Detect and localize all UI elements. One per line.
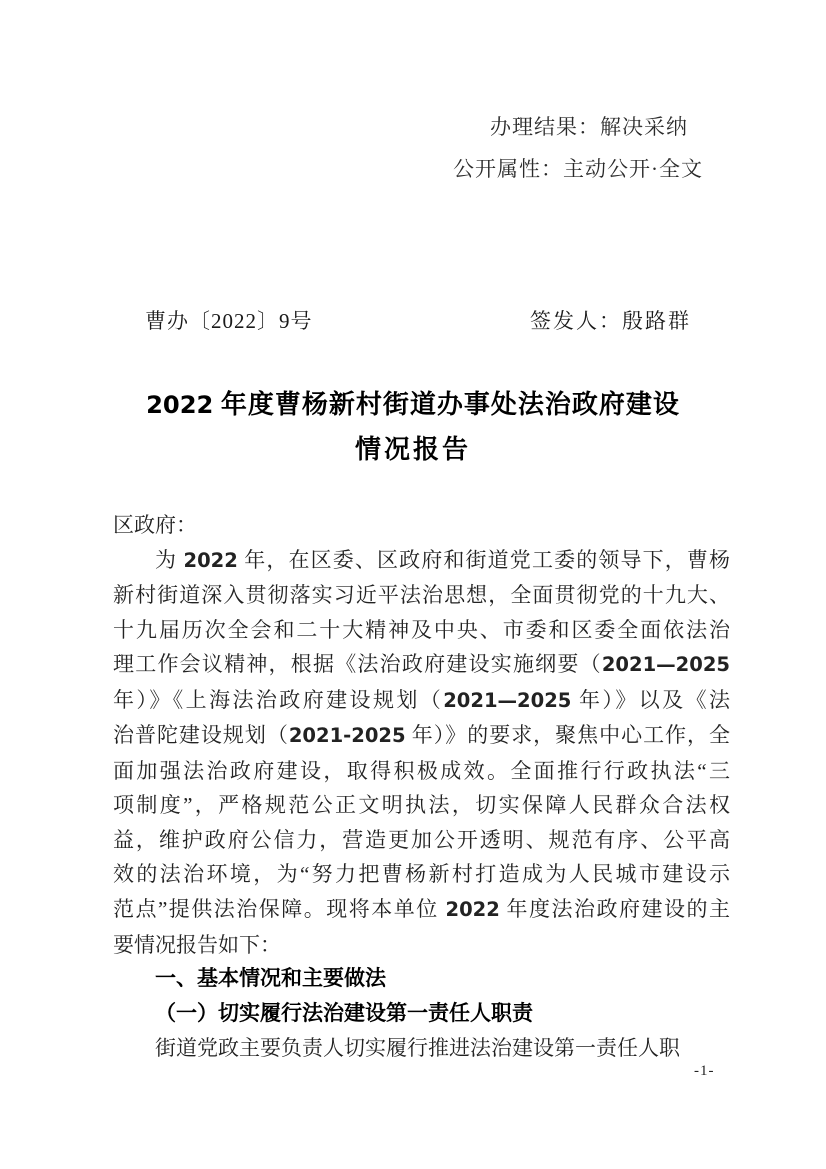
body-text-line: 区政府： (113, 513, 197, 537)
body-text-line: 效的法治环境，为“努力把曹杨新村打造成为人民城市建设示 (113, 862, 730, 887)
document-body (113, 508, 730, 1066)
body-heading-line: 一、基本情况和主要做法 (155, 967, 386, 991)
publicity-attribute-line: 公开属性：主动公开·全文 (453, 157, 703, 181)
handling-result-line: 办理结果：解决采纳 (490, 115, 688, 139)
body-text-line: 项制度”，严格规范公正文明执法，切实保障人民群众合法权 (113, 793, 730, 818)
body-text-line: 要情况报告如下： (113, 932, 281, 957)
document-title-line1: 2022 年度曹杨新村街道办事处法治政府建设 (146, 390, 680, 419)
body-heading-line: （一）切实履行法治建设第一责任人职责 (155, 1001, 533, 1025)
body-text-line: 十九届历次全会和二十大精神及中央、市委和区委全面依法治 (113, 617, 730, 642)
body-text-line: 年）》《上海法治政府建设规划（2021—2025 年）》以及《法 (113, 687, 731, 712)
body-text-line: 理工作会议精神，根据《法治政府建设实施纲要（2021—2025 (113, 652, 730, 677)
document-title-line2: 情况报告 (354, 435, 471, 464)
body-text-line: 面加强法治政府建设，取得积极成效。全面推行行政执法“三 (113, 758, 730, 783)
body-text-line: 为 2022 年，在区委、区政府和街道党工委的领导下，曹杨 (155, 547, 730, 572)
body-text-line: 益，维护政府公信力，营造更加公开透明、规范有序、公平高 (113, 827, 730, 852)
body-text-line: 新村街道深入贯彻落实习近平法治思想，全面贯彻党的十九大、 (113, 583, 730, 608)
document-number: 曹办〔2022〕9号 (145, 309, 313, 333)
body-text-line: 街道党政主要负责人切实履行推进法治建设第一责任人职 (155, 1036, 680, 1061)
body-text-line: 治普陀建设规划（2021-2025 年）》的要求，聚焦中心工作，全 (113, 723, 731, 748)
page-number: -1- (694, 1063, 715, 1079)
signer-line: 签发人：殷路群 (530, 309, 691, 333)
body-text-line: 范点”提供法治保障。现将本单位 2022 年度法治政府建设的主 (113, 897, 731, 922)
